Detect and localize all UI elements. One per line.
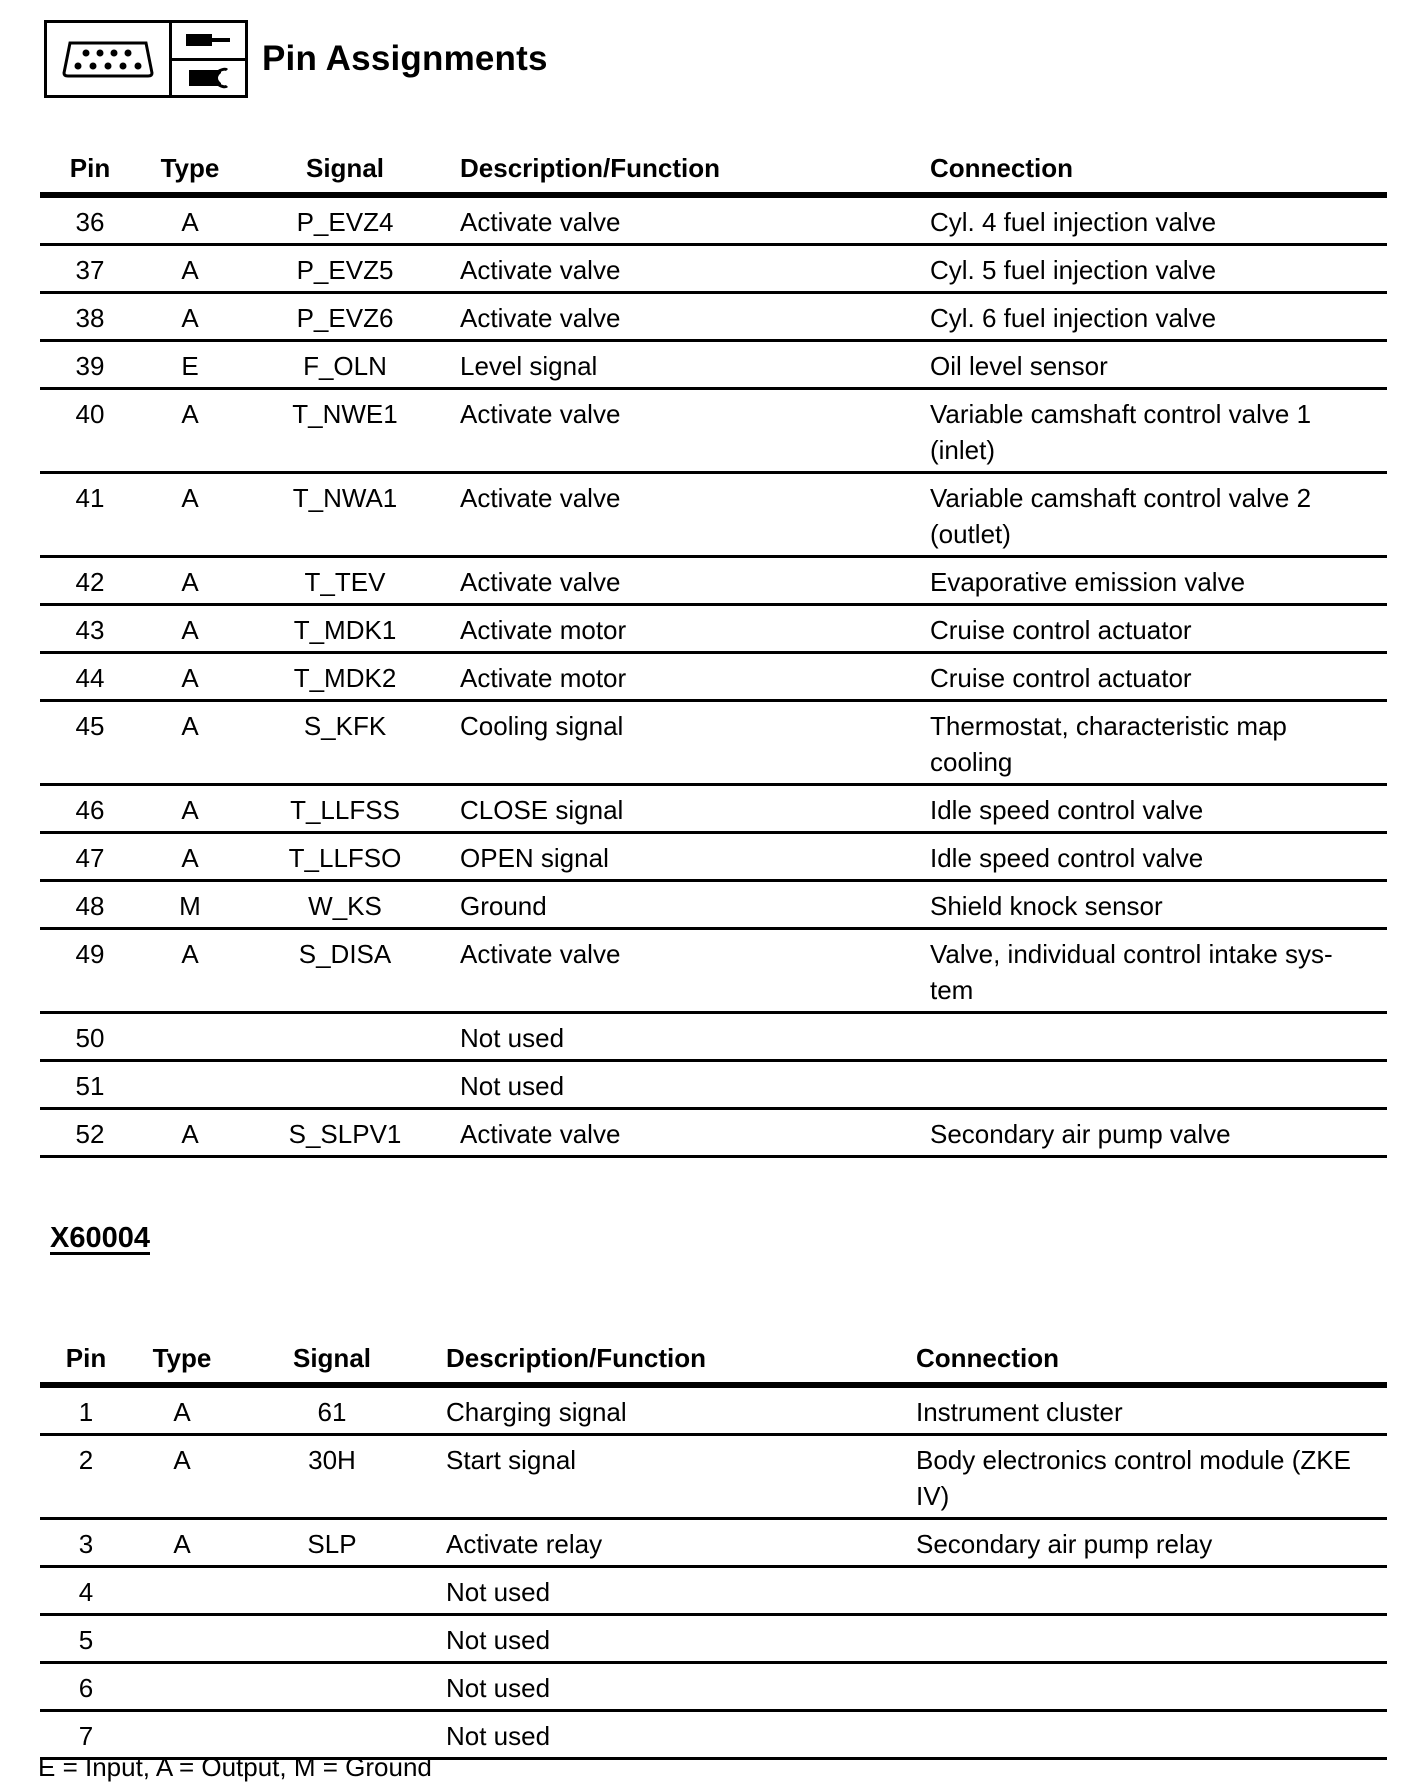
table-row (40, 1109, 1387, 1157)
signal-cell: 61 (232, 1385, 432, 1435)
connector-section-heading: X60004 (50, 1222, 150, 1254)
signal-cell (240, 1061, 450, 1109)
pin-cell: 4 (40, 1567, 132, 1615)
signal-cell: T_LLFSS (240, 785, 450, 833)
connection-cell: Cruise control actuator (930, 653, 1387, 701)
table-row (40, 881, 1387, 929)
description-cell: Activate relay (432, 1519, 916, 1567)
signal-cell (232, 1567, 432, 1615)
table-row (40, 557, 1387, 605)
type-cell (132, 1663, 232, 1711)
signal-cell: P_EVZ4 (240, 195, 450, 245)
description-cell: Activate valve (450, 1109, 930, 1157)
description-cell: Not used (432, 1567, 916, 1615)
connection-cell (930, 1061, 1387, 1109)
connection-cell: Variable camshaft control valve 2 (outlet) (930, 473, 1387, 557)
pin-cell: 40 (40, 389, 140, 473)
type-cell: A (140, 1109, 240, 1157)
male-plug-icon (172, 23, 245, 61)
table-row (40, 1013, 1387, 1061)
pin-cell: 1 (40, 1385, 132, 1435)
type-cell: A (140, 195, 240, 245)
connection-cell: Cyl. 6 fuel injection valve (930, 293, 1387, 341)
description-cell: Not used (432, 1663, 916, 1711)
column-header-connection: Connection (916, 1330, 1387, 1385)
pin-cell: 5 (40, 1615, 132, 1663)
pin-cell: 42 (40, 557, 140, 605)
connection-cell (916, 1663, 1387, 1711)
pin-cell: 39 (40, 341, 140, 389)
table-row (40, 473, 1387, 557)
type-cell: A (140, 785, 240, 833)
table-row (40, 389, 1387, 473)
signal-cell: P_EVZ5 (240, 245, 450, 293)
type-cell (140, 1061, 240, 1109)
signal-cell: SLP (232, 1519, 432, 1567)
description-cell: OPEN signal (450, 833, 930, 881)
type-cell (132, 1615, 232, 1663)
signal-cell: T_LLFSO (240, 833, 450, 881)
pin-cell: 43 (40, 605, 140, 653)
pin-cell: 51 (40, 1061, 140, 1109)
type-cell: A (140, 833, 240, 881)
pin-cell: 2 (40, 1435, 132, 1519)
description-cell: Not used (432, 1615, 916, 1663)
signal-cell: T_TEV (240, 557, 450, 605)
pin-cell: 46 (40, 785, 140, 833)
type-cell: A (140, 245, 240, 293)
table-row (40, 1519, 1387, 1567)
description-cell: Activate valve (450, 557, 930, 605)
type-cell: A (140, 701, 240, 785)
type-cell: A (140, 605, 240, 653)
connection-cell: Variable camshaft control valve 1 (inlet) (930, 389, 1387, 473)
type-cell: E (140, 341, 240, 389)
signal-cell: W_KS (240, 881, 450, 929)
type-cell: A (140, 473, 240, 557)
page-header (44, 18, 548, 100)
description-cell: Activate motor (450, 653, 930, 701)
table-row (40, 605, 1387, 653)
connection-cell: Idle speed control valve (930, 833, 1387, 881)
page-title: Pin Assignments (262, 39, 548, 78)
type-cell: A (132, 1519, 232, 1567)
connection-cell (916, 1567, 1387, 1615)
type-cell: A (140, 929, 240, 1013)
description-cell: Ground (450, 881, 930, 929)
table-row (40, 1435, 1387, 1519)
type-cell: A (132, 1435, 232, 1519)
column-header-description: Description/Function (450, 140, 930, 195)
pin-cell: 7 (40, 1711, 132, 1759)
pin-table-x60004 (40, 1330, 1387, 1760)
description-cell: Activate valve (450, 929, 930, 1013)
pin-cell: 37 (40, 245, 140, 293)
signal-cell (240, 1013, 450, 1061)
connection-cell: Body electronics control module (ZKE IV) (916, 1435, 1387, 1519)
type-cell: A (132, 1385, 232, 1435)
connection-cell: Oil level sensor (930, 341, 1387, 389)
description-cell: Activate motor (450, 605, 930, 653)
signal-cell: F_OLN (240, 341, 450, 389)
connection-cell: Cruise control actuator (930, 605, 1387, 653)
type-cell (140, 1013, 240, 1061)
signal-cell: S_DISA (240, 929, 450, 1013)
column-header-type: Type (140, 140, 240, 195)
column-header-type: Type (132, 1330, 232, 1385)
connection-cell: Secondary air pump relay (916, 1519, 1387, 1567)
description-cell: CLOSE signal (450, 785, 930, 833)
table-row (40, 1061, 1387, 1109)
table-row (40, 833, 1387, 881)
connection-cell: Valve, individual control intake sys-tem (930, 929, 1387, 1013)
pin-cell: 47 (40, 833, 140, 881)
signal-cell (232, 1615, 432, 1663)
table-row (40, 785, 1387, 833)
description-cell: Not used (450, 1013, 930, 1061)
description-cell: Charging signal (432, 1385, 916, 1435)
pin-cell: 41 (40, 473, 140, 557)
connection-cell (916, 1615, 1387, 1663)
pin-cell: 38 (40, 293, 140, 341)
type-cell: A (140, 293, 240, 341)
table-header-row (40, 140, 1387, 195)
column-header-signal: Signal (232, 1330, 432, 1385)
pin-cell: 49 (40, 929, 140, 1013)
pin-cell: 50 (40, 1013, 140, 1061)
column-header-pin: Pin (40, 1330, 132, 1385)
description-cell: Cooling signal (450, 701, 930, 785)
description-cell: Level signal (450, 341, 930, 389)
connection-cell: Idle speed control valve (930, 785, 1387, 833)
description-cell: Activate valve (450, 245, 930, 293)
signal-cell: S_KFK (240, 701, 450, 785)
pin-cell: 45 (40, 701, 140, 785)
table-row (40, 701, 1387, 785)
signal-cell: 30H (232, 1435, 432, 1519)
signal-cell: T_MDK2 (240, 653, 450, 701)
column-header-pin: Pin (40, 140, 140, 195)
type-cell: M (140, 881, 240, 929)
table-row (40, 1663, 1387, 1711)
column-header-signal: Signal (240, 140, 450, 195)
table-row (40, 195, 1387, 245)
connection-cell: Shield knock sensor (930, 881, 1387, 929)
table-row (40, 929, 1387, 1013)
description-cell: Activate valve (450, 389, 930, 473)
pin-cell: 48 (40, 881, 140, 929)
connector-plug-icon (47, 23, 172, 95)
description-cell: Activate valve (450, 195, 930, 245)
female-socket-icon (172, 61, 245, 96)
table-row (40, 653, 1387, 701)
table-row (40, 1385, 1387, 1435)
connection-cell: Evaporative emission valve (930, 557, 1387, 605)
description-cell: Activate valve (450, 293, 930, 341)
connection-cell: Cyl. 4 fuel injection valve (930, 195, 1387, 245)
pin-cell: 44 (40, 653, 140, 701)
type-cell: A (140, 557, 240, 605)
description-cell: Not used (450, 1061, 930, 1109)
description-cell: Not used (432, 1711, 916, 1759)
table-row (40, 245, 1387, 293)
connection-cell (930, 1013, 1387, 1061)
connection-cell: Instrument cluster (916, 1385, 1387, 1435)
column-header-description: Description/Function (432, 1330, 916, 1385)
pin-cell: 36 (40, 195, 140, 245)
type-legend: E = Input, A = Output, M = Ground (38, 1752, 432, 1782)
signal-cell: T_NWE1 (240, 389, 450, 473)
connection-cell: Thermostat, characteristic map cooling (930, 701, 1387, 785)
type-cell: A (140, 389, 240, 473)
signal-cell: T_MDK1 (240, 605, 450, 653)
table-header-row (40, 1330, 1387, 1385)
description-cell: Start signal (432, 1435, 916, 1519)
column-header-connection: Connection (930, 140, 1387, 195)
description-cell: Activate valve (450, 473, 930, 557)
pin-cell: 6 (40, 1663, 132, 1711)
connection-cell: Cyl. 5 fuel injection valve (930, 245, 1387, 293)
connector-icon-box (44, 20, 248, 98)
table-row (40, 293, 1387, 341)
signal-cell: S_SLPV1 (240, 1109, 450, 1157)
pin-table-main (40, 140, 1387, 1158)
pin-cell: 52 (40, 1109, 140, 1157)
signal-cell: T_NWA1 (240, 473, 450, 557)
pin-cell: 3 (40, 1519, 132, 1567)
table-row (40, 341, 1387, 389)
signal-cell: P_EVZ6 (240, 293, 450, 341)
connection-cell (916, 1711, 1387, 1759)
type-cell (132, 1567, 232, 1615)
table-row (40, 1615, 1387, 1663)
signal-cell (232, 1663, 432, 1711)
type-cell: A (140, 653, 240, 701)
connection-cell: Secondary air pump valve (930, 1109, 1387, 1157)
table-row (40, 1567, 1387, 1615)
